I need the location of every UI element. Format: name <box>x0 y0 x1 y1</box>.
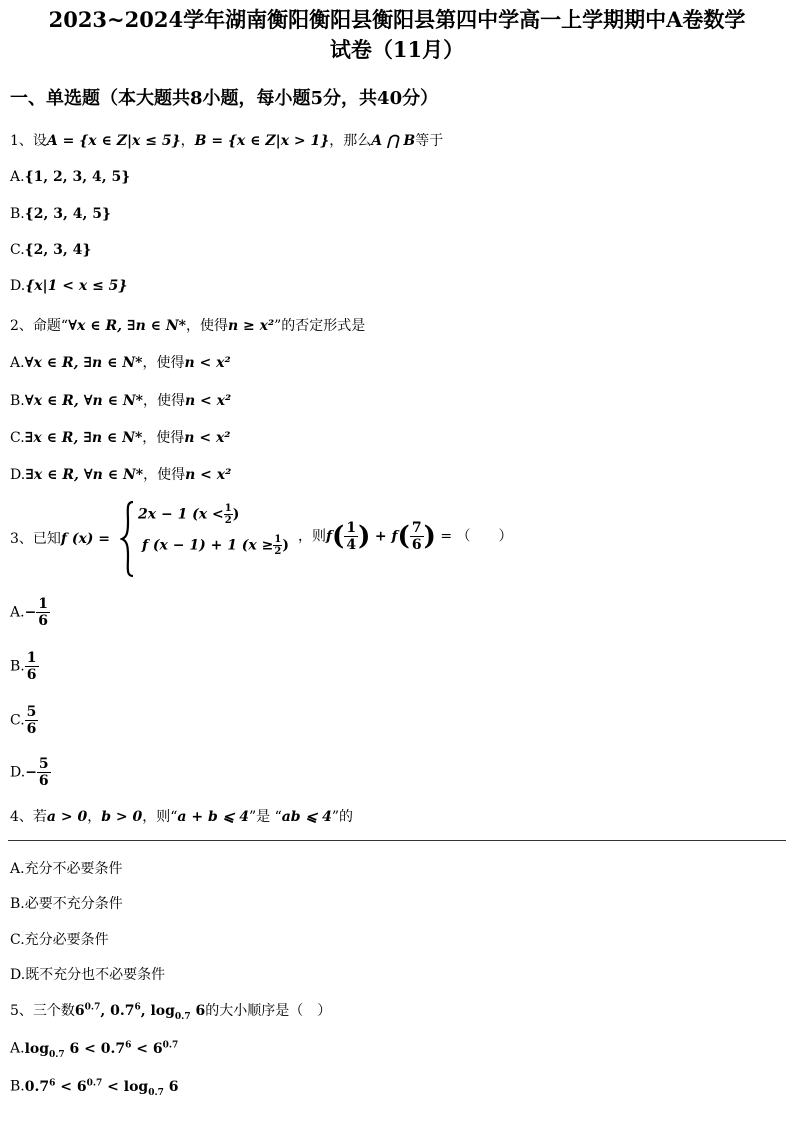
option-mid: ，使得 <box>142 393 185 409</box>
question-4 <box>10 806 353 826</box>
option-label: B. <box>10 206 25 222</box>
q2-option-a[interactable] <box>10 352 231 372</box>
option-label: C. <box>10 712 25 729</box>
option-mid: ，使得 <box>142 430 185 446</box>
option-condition: n < x² <box>185 467 232 483</box>
fraction-denominator: 6 <box>411 537 422 553</box>
q1-sep: ， <box>180 133 195 149</box>
option-condition: n < x² <box>184 430 231 446</box>
fraction-denominator: 6 <box>38 613 49 629</box>
option-mid: ，使得 <box>143 467 186 483</box>
option-label: A. <box>10 355 25 371</box>
q3-plus: + f <box>374 528 398 545</box>
fraction-numerator: 1 <box>38 596 49 612</box>
paren-open: ( <box>397 521 410 552</box>
q4-suffix: ”的 <box>331 809 353 825</box>
q4-option-a[interactable] <box>10 858 123 878</box>
option-quantifier: ∀x ∈ R, ∀n ∈ N* <box>24 393 143 409</box>
fraction-denominator: 4 <box>346 537 357 553</box>
q5-option-a[interactable] <box>10 1040 178 1059</box>
fraction-seven-sixths <box>410 520 424 553</box>
q4-cond-a: a > 0 <box>46 809 88 825</box>
q5-prefix: 5、三个数 <box>10 1003 75 1019</box>
fraction-numerator: 1 <box>274 534 282 545</box>
option-sign: − <box>25 764 37 781</box>
option-label: A. <box>10 604 25 621</box>
divider-line <box>8 840 786 841</box>
q4-mid: ，则“ <box>142 809 178 825</box>
option-mid: ，使得 <box>142 355 185 371</box>
q1-set-b: B = {x ∈ Z|x > 1} <box>194 133 330 149</box>
option-label: B. <box>10 658 25 675</box>
fraction-numerator: 1 <box>26 650 37 666</box>
option-text: 必要不充分条件 <box>24 896 123 912</box>
q4-prefix: 4、若 <box>10 809 47 825</box>
q1-option-c[interactable] <box>10 242 91 258</box>
exam-title-line2: 试卷（11月） <box>329 37 465 62</box>
option-condition: n < x² <box>184 393 232 409</box>
option-text: {1, 2, 3, 4, 5} <box>24 169 131 185</box>
option-fraction <box>36 596 50 629</box>
option-text: 充分不必要条件 <box>24 861 123 877</box>
option-label: D. <box>10 764 26 781</box>
option-label: D. <box>10 467 26 483</box>
q1-suffix: 等于 <box>415 133 444 149</box>
fraction-denominator: 6 <box>38 773 49 789</box>
case2-close: ) <box>282 537 289 554</box>
question-2 <box>10 315 365 335</box>
fraction-numerator: 5 <box>38 756 49 772</box>
q2-condition: n ≥ x² <box>227 318 275 334</box>
option-fraction <box>25 704 39 737</box>
q3-case-1 <box>138 503 239 526</box>
fraction-numerator: 7 <box>411 520 422 536</box>
q2-prefix: 2、命题“ <box>10 318 69 334</box>
q3-option-d[interactable] <box>10 756 51 789</box>
option-text: 充分必要条件 <box>24 932 109 948</box>
option-label: C. <box>10 932 25 948</box>
section-heading: 一、单选题（本大题共8小题，每小题5分，共40分） <box>10 88 439 109</box>
fraction-denominator: 2 <box>224 515 232 526</box>
fraction-numerator: 1 <box>224 503 232 514</box>
q2-option-d[interactable] <box>10 464 231 484</box>
option-quantifier: ∃x ∈ R, ∃n ∈ N* <box>24 430 143 446</box>
q1-set-a: A = {x ∈ Z|x ≤ 5} <box>46 133 181 149</box>
q2-option-b[interactable] <box>10 390 231 410</box>
fraction-numerator: 5 <box>26 704 37 720</box>
half-fraction <box>273 534 282 557</box>
q3-prefix: 3、已知 <box>10 531 61 547</box>
q3-equals: = （ ） <box>440 528 513 545</box>
q1-prefix: 1、设 <box>10 133 47 149</box>
q4-option-c[interactable] <box>10 929 109 949</box>
option-label: B. <box>10 393 25 409</box>
option-label: B. <box>10 896 25 912</box>
q3-option-b[interactable] <box>10 650 39 683</box>
q3-option-a[interactable] <box>10 596 50 629</box>
q1-option-b[interactable] <box>10 206 111 222</box>
option-fraction <box>25 650 39 683</box>
paren-open: ( <box>332 521 345 552</box>
option-quantifier: ∀x ∈ R, ∃n ∈ N* <box>24 355 143 371</box>
q5-numbers: $6^{0.7}$, $0.7^6$, $\log_{0.7} 6$ <box>74 1002 206 1022</box>
option-label: D. <box>10 967 26 983</box>
q1-expr: A ⋂ B <box>371 133 416 149</box>
fraction-numerator: 1 <box>346 520 357 536</box>
half-fraction <box>224 503 233 526</box>
q3-fx: f (x) = <box>60 531 111 547</box>
fraction-denominator: 6 <box>26 721 37 737</box>
paren-close: ) <box>423 521 436 552</box>
option-label: C. <box>10 430 25 446</box>
exam-title-line1: 2023~2024学年湖南衡阳衡阳县衡阳县第四中学高一上学期期中A卷数学 <box>48 7 746 32</box>
q1-option-a[interactable] <box>10 169 130 185</box>
q3-option-c[interactable] <box>10 704 38 737</box>
q5-suffix: 的大小顺序是（ ） <box>205 1003 332 1019</box>
option-text: {2, 3, 4} <box>24 242 92 258</box>
q4-cond-b: b > 0 <box>101 809 143 825</box>
q3-f1: f <box>326 528 333 545</box>
option-text: {x|1 < x ≤ 5} <box>25 278 128 294</box>
q2-suffix: ”的否定形式是 <box>274 318 366 334</box>
q2-option-c[interactable] <box>10 427 230 447</box>
q4-mid2: ”是 “ <box>248 809 282 825</box>
question-5 <box>10 1000 331 1022</box>
q1-mid: ，那么 <box>329 133 372 149</box>
q4-option-d[interactable] <box>10 964 165 984</box>
option-label: C. <box>10 242 25 258</box>
option-label: B. <box>10 1078 25 1095</box>
option-label: A. <box>10 169 25 185</box>
q4-statement-2: ab ⩽ 4 <box>281 809 332 825</box>
question-1 <box>10 130 443 150</box>
fraction-denominator: 2 <box>274 546 282 557</box>
q3-target-expression <box>298 520 513 553</box>
option-quantifier: ∃x ∈ R, ∀n ∈ N* <box>25 467 144 483</box>
option-text: $0.7^6 < 6^{0.7} < \log_{0.7} 6$ <box>24 1078 179 1098</box>
q1-option-d[interactable] <box>10 278 127 294</box>
q2-proposition: ∀x ∈ R, ∃n ∈ N* <box>68 318 186 334</box>
q5-option-b[interactable] <box>10 1078 179 1097</box>
q2-mid: ，使得 <box>185 318 228 334</box>
q4-statement-1: a + b ⩽ 4 <box>177 809 249 825</box>
case1-expr: 2x − 1 (x < <box>138 506 224 523</box>
option-text: $\log_{0.7} 6 < 0.7^6 < 6^{0.7}$ <box>24 1040 179 1060</box>
option-text: 既不充分也不必要条件 <box>25 967 166 983</box>
option-label: A. <box>10 861 25 877</box>
q3-mid: ，则 <box>298 528 326 545</box>
paren-close: ) <box>358 521 371 552</box>
case2-expr: f (x − 1) + 1 (x ≥ <box>142 537 274 554</box>
option-label: A. <box>10 1040 25 1057</box>
option-text: {2, 3, 4, 5} <box>24 206 111 222</box>
q3-case-2 <box>142 534 289 557</box>
q4-option-b[interactable] <box>10 893 123 913</box>
option-sign: − <box>24 604 37 621</box>
option-fraction <box>37 756 51 789</box>
fraction-one-quarter <box>344 520 358 553</box>
case1-close: ) <box>232 506 240 523</box>
q4-sep: ， <box>87 809 102 825</box>
option-label: D. <box>10 278 26 294</box>
q3-prefix-block <box>10 528 110 548</box>
option-condition: n < x² <box>184 355 231 371</box>
fraction-denominator: 6 <box>26 667 37 683</box>
piecewise-brace-icon <box>120 500 136 578</box>
